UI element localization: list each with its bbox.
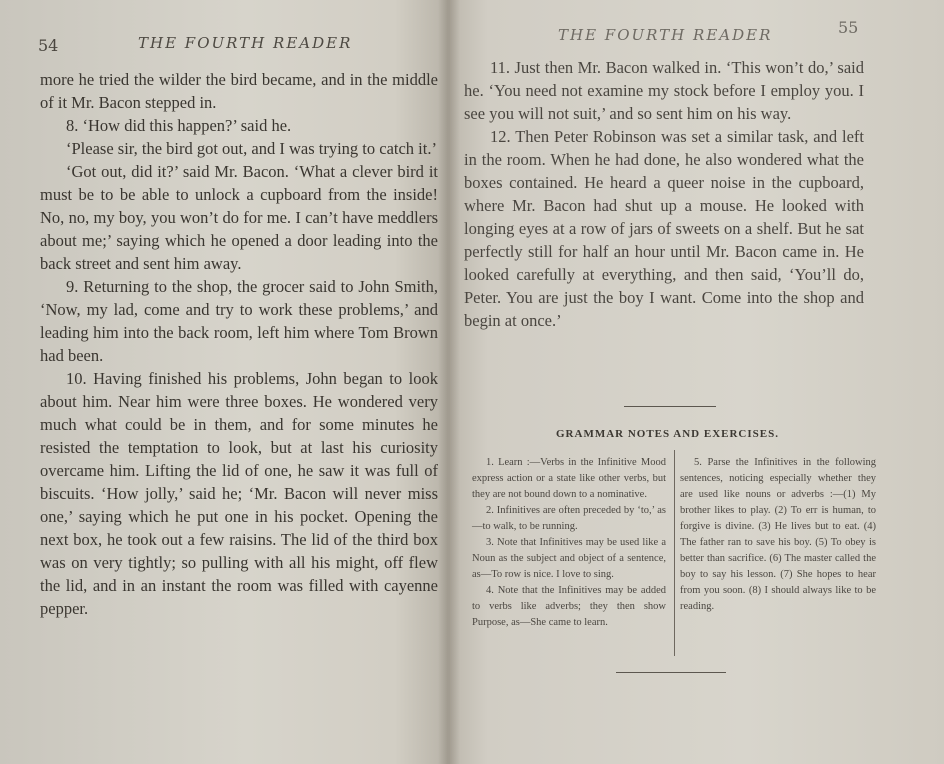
paragraph: 10. Having finished his problems, John began to look about him. Near him were three boxes. He wondered very much what could be in them, and for some minutes he resisted the temptation to look, but at last his curiosity overcame him. Lifting the lid of one, he saw it was full of biscuits. ‘How jolly,’ said he; ‘Mr. Bacon will never miss one,’ saying which he put one in his pocket. Opening the next box, he took out a few raisins. The lid of the third box was on very tightly; so pulling with all his might, off flew the lid, and in an instant the room was filled with cayenne pepper. <box>40 369 438 618</box>
paragraph: more he tried the wilder the bird became, and in the middle of it Mr. Bacon stepped in. <box>40 70 438 112</box>
running-head: THE FOURTH READER <box>138 34 353 52</box>
page-number: 54 <box>38 36 59 55</box>
grammar-notes-column <box>472 455 666 631</box>
left-body-text <box>40 68 438 620</box>
grammar-exercise: 5. Parse the Infinitives in the following sentences, noticing especially whether they are used like nouns or adverbs :—(1) My brother likes to play. (2) To err is human, to forgive is divine. (3) He lives but to eat. (4) The father ran to save his boy. (5) To obey is better than sacrifice. (6) The master called the boy to say his lesson. (7) She hopes to hear from you soon. (8) I should always like to be reading. <box>680 457 876 612</box>
paragraph: 11. Just then Mr. Bacon walked in. ‘This won’t do,’ said he. ‘You need not examine my stock before I employ you. I see you will not suit,’ and so sent him on his way. <box>464 58 864 123</box>
grammar-note: 1. Learn :—Verbs in the Infinitive Mood express action or a state like other verbs, but they are not bound down to a nominative. <box>472 457 666 500</box>
right-body-text <box>464 56 864 332</box>
left-page <box>0 0 448 764</box>
bottom-divider <box>616 672 726 673</box>
paragraph: 12. Then Peter Robinson was set a similar task, and left in the room. When he had done, he also wondered what the boxes contained. He heard a queer noise in the cupboard, where Mr. Bacon had shut up a mouse. He looked with longing eyes at a row of jars of sweets on a shelf. But he sat perfectly still for half an hour until Mr. Bacon came in. He looked carefully at everything, and then said, ‘You’ll do, Peter. You are just the boy I want. Come into the shop and begin at once.’ <box>464 127 864 330</box>
grammar-note: 4. Note that the Infinitives may be added to verbs like adverbs; they then show Purpose, as—She came to learn. <box>472 585 666 628</box>
grammar-note: 3. Note that Infinitives may be used like a Noun as the subject and object of a sentence, as—To row is nice. I love to sing. <box>472 537 666 580</box>
right-page <box>448 0 944 764</box>
running-head: THE FOURTH READER <box>558 26 773 44</box>
paragraph: ‘Got out, did it?’ said Mr. Bacon. ‘What a clever bird it must be to be able to unlock a cupboard from the inside! No, no, my boy, you won’t do for me. I can’t have meddlers about me;’ saying which he opened a door leading into the back street and sent him away. <box>40 162 438 273</box>
grammar-note: 2. Infinitives are often preceded by ‘to,’ as—to walk, to be running. <box>472 505 666 532</box>
paragraph: 9. Returning to the shop, the grocer said to John Smith, ‘Now, my lad, come and try to work these problems,’ and leading him into the back room, left him where Tom Brown had been. <box>40 277 438 365</box>
section-divider <box>624 406 716 407</box>
column-divider <box>674 450 675 656</box>
paragraph: 8. ‘How did this happen?’ said he. <box>66 116 292 135</box>
grammar-heading: GRAMMAR NOTES AND EXERCISES. <box>556 428 779 440</box>
grammar-exercise-column <box>680 455 876 615</box>
paragraph: ‘Please sir, the bird got out, and I was trying to catch it.’ <box>66 139 437 158</box>
book-gutter <box>438 0 460 764</box>
page-number: 55 <box>838 18 859 37</box>
